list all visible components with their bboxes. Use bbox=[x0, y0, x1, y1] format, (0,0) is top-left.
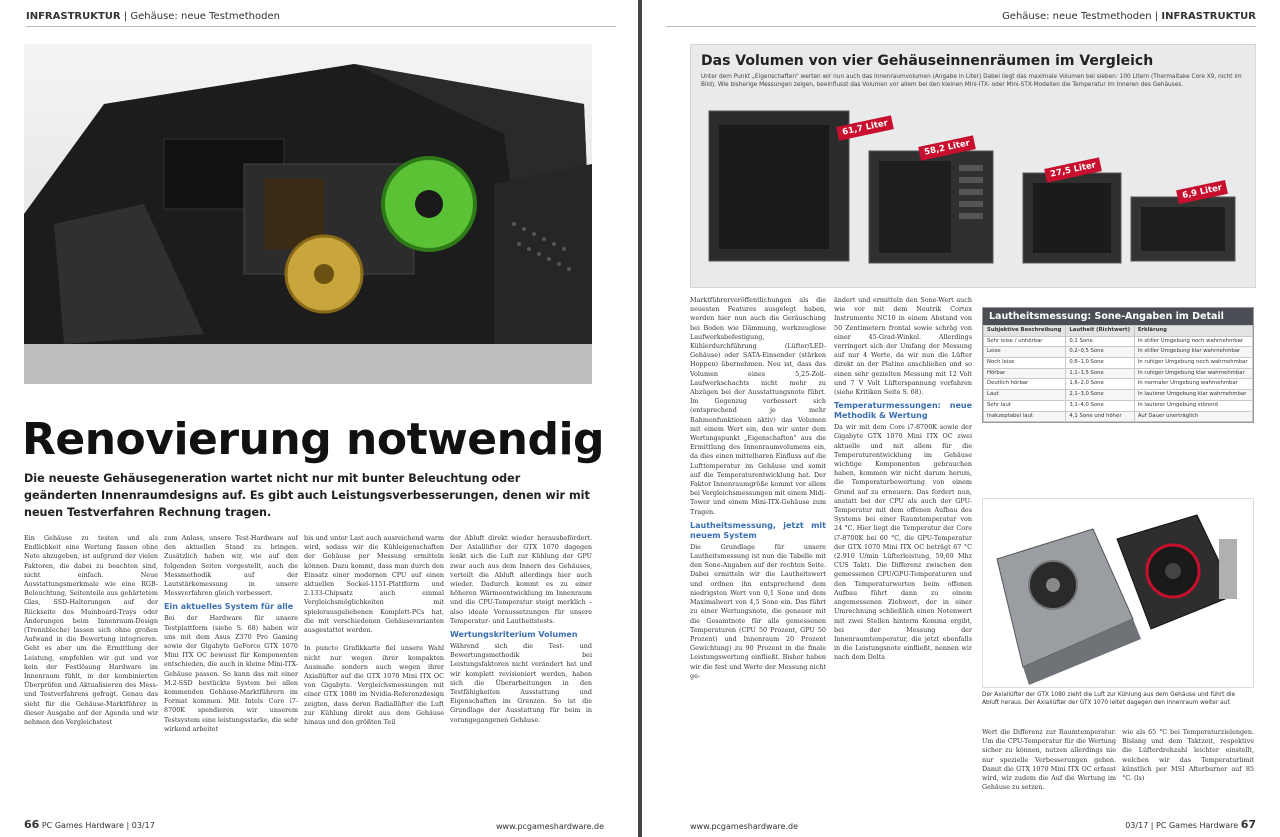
volume-box-title: Das Volumen von vier Gehäuseinnenräumen im Vergleich bbox=[701, 53, 1154, 69]
right-col1-text-b: Die Grundlage für unsere Lautheitsmessung ist nun die Tabelle mit den Sone-Angaben auf der rechten Seite. Dabei ermitteln wir die Lautheitswert und ordnen ihn entsprechend dem niedrigsten Wert von 0,1 Sone und dem Maximalwert von 4,5 Sone ein. Das führt zu einer Wertungsnote, die genauer mit die Gesamtnote für alle gemessenen Temperaturen (CPU 50 Prozent, GPU 50 Prozent) und Innenraum 20 Prozent Gewichtung) zu 90 Prozent in die finale Leistungswertung einfließt. Bisher haben wir die fest und Werte der Messung nicht ge- bbox=[690, 542, 826, 680]
right-header-topic: Gehäuse: neue Testmethoden bbox=[1002, 11, 1152, 22]
table-cell: In lauterer Umgebung klar wahrnehmbar bbox=[1134, 390, 1252, 401]
right-col2-text: ändert und ermitteln den Sone-Wert auch wie vor mit dem Neutrik Cortex Instrumente NC10 in einem Abstand von 50 Zentimetern frontal sowie schräg von einer 45-Grad-Winkel. Allerdings verringert sich der Umfang der Messung auf nur 4 Werte, da wir nun die Lüfter direkt an der Platine anschließen und so einen sehr gezielten Messung mit 12 Volt und 7 V Volt Lüfterspannung vorfahren (siehe Kritiken Seite S. 68). bbox=[834, 296, 972, 397]
right-column-1 bbox=[690, 296, 826, 816]
table-cell: Deutlich hörbar bbox=[984, 379, 1066, 390]
volume-comparison-box bbox=[690, 44, 1256, 288]
left-col2-text-b: Bei der Hardware für unsere Testplattform (siehe S. 68) haben wir uns mit dem Asus Z370 Pro Gaming sowie der Gigabyte GeForce GTX 1070 Mini ITX OC bewusst für Komponenten entschieden, die auch in kleine Mini-ITX-Gehäuse passen. So kann das mit einer M.2-SSD bestückte System bei allen kommenden Gehäuse-Marktführern im Format kommen. Mit Intels Core i7-8700K spendieren wir unserem Testsystem eine leistungsstarke, die sehr wirkend arbeitet bbox=[164, 614, 298, 733]
gpu-photo bbox=[982, 498, 1254, 688]
sone-table bbox=[982, 307, 1254, 423]
volume-tag-2: 58,2 Liter bbox=[918, 135, 976, 160]
case-interior-illustration bbox=[24, 44, 592, 384]
table-row bbox=[984, 379, 1253, 390]
left-col4-subheading: Wertungskriterium Volumen bbox=[450, 630, 578, 640]
table-row bbox=[984, 411, 1253, 422]
table-header-cell: Erklärung bbox=[1134, 326, 1252, 337]
table-cell: Sehr leise / unhörbar bbox=[984, 336, 1066, 347]
right-header-section: INFRASTRUKTUR bbox=[1161, 11, 1256, 22]
table-row bbox=[984, 358, 1253, 369]
table-cell: Inakzeptabel laut bbox=[984, 411, 1066, 422]
table-row bbox=[984, 368, 1253, 379]
gpu-caption: Der Axiallüfter der GTX 1080 zieht die Luft zur Kühlung aus dem Gehäuse und führt die Abluft heraus. Der Axiallüfter der GTX 1070 leitet dagegen den Innenraum weiter auf. bbox=[982, 692, 1236, 706]
table-cell: In normaler Umgebung wahrnehmbar bbox=[1134, 379, 1252, 390]
gpu-illustration bbox=[983, 499, 1255, 689]
table-cell: 0,2–0,5 Sone bbox=[1066, 347, 1134, 358]
volume-tag-3: 27,5 Liter bbox=[1044, 157, 1102, 182]
volume-tag-1: 61,7 Liter bbox=[836, 115, 894, 140]
right-footer-url: www.pcgameshardware.de bbox=[690, 822, 798, 831]
left-page bbox=[0, 0, 638, 837]
table-cell: Auf Dauer unerträglich bbox=[1134, 411, 1252, 422]
table-cell: 0,6–1,0 Sone bbox=[1066, 358, 1134, 369]
left-footer-magazine: PC Games Hardware | 03/17 bbox=[41, 821, 155, 830]
table-row bbox=[984, 347, 1253, 358]
left-col4-text-b: Während sich die Test- und Bewertungsmethodik bei Leistungsfaktoren nicht verändert hat und wir komplett revisioniert werden, haben sich die Überarbeitungen in den Testfähigkeiten Ausstattung und Eigenschaften im Grenzen. So ist die Grundlage der Ausstattung für beim in vorangegangenen Gehäuse. bbox=[450, 642, 592, 724]
right-col4-text: wie als 65 °C bei Temperaturzielengen. Bislang und dem Taktzeit, respektive die Lüfterdrehzahl leichter einstellt, welchen wir das Temperaturlimit künstlich per MSI Afterburner auf 85 °C. bbox=[1122, 728, 1254, 783]
right-footer bbox=[1125, 818, 1256, 831]
right-column-3 bbox=[982, 728, 1116, 818]
left-col2-subheading: Ein aktuelles System für alle bbox=[164, 602, 294, 612]
left-col3-text: bis und unter Last auch ausreichend warm wird, sodass wir die Kühleigenschaften der Gehäuse per Messung ermitteln können. Dazu kommt, dass man durch den Einsatz einer modernen CPU auf einen aktuellen Sockel-1151-Plattform und 2.133-Chipsatz auch einmal Vergleichsmöglichkeiten mit spielerausgeliehenen Komplett-PCs hat, die mit verschiedenen Gehäusevarianten ausgestattet werden. bbox=[304, 534, 444, 635]
left-page-number: 66 bbox=[24, 818, 40, 831]
article-lead: Die neueste Gehäusegeneration wartet nicht nur mit bunter Beleuchtung oder geänderten Innenraumdesigns auf. Es gibt auch Leistungsverbesserungen, denen wir mit neuen Testverfahren Rechnung tragen. bbox=[24, 472, 590, 519]
table-cell: 3,1–4,0 Sone bbox=[1066, 400, 1134, 411]
left-column-3 bbox=[304, 534, 444, 824]
case-interior-photo bbox=[24, 44, 592, 384]
right-header: Gehäuse: neue Testmethoden | INFRASTRUKTUR bbox=[1002, 11, 1256, 22]
right-col2-subheading: Temperaturmessungen: neue Methodik & Wertung bbox=[834, 401, 972, 421]
table-cell: In ruhiger Umgebung klar wahrnehmbar bbox=[1134, 368, 1252, 379]
left-col3-text-b: In puncto Grafikkarte fiel unsere Wahl nicht nur wegen ihrer kompakten Ausmaße sondern auch wegen ihrer Axiallüfter auf die GTX 1070 Mini ITX OC von Gigabyte. Vergleichsmessungen mit einer GTX 1080 im Nvidia-Referenzdesign zeigten, dass deren Radiallüfter die Luft zur Kühlung direkt aus dem Gehäuse hinaus und den größten Teil bbox=[304, 644, 444, 727]
left-column-2 bbox=[164, 534, 298, 824]
left-column-4 bbox=[450, 534, 592, 824]
table-cell: 2,1–3,0 Sone bbox=[1066, 390, 1134, 401]
right-col1-text: Marktführerveröffentlichungen als die neuesten Features ausgelegt haben, werden hier nun auch die Geräuschung bei Boden wie Dämmung, werkzeuglose Laufwerksbefestigung, Kühlerdurchführung (Lüfter/LED-Gehäuse) oder SATA-Einsender (stärken Hoppen) übernehmen. Neu ist, dass das Volumen eines 5,25-Zoll-Laufwerkschachts nicht mehr zu Abzügen bei der Ausstattungsnote führt. Im Gegenzug verbessert sich (entsprechend je mehr Rahmenfunktionen aktiv) das Volumen mit einem Wert ein, den wir unter dem Wertungspunkt „Eigenschaften" aus die Ermittlung des Innenraumvolumens ein, da dies einen mittelbaren Einfluss auf die Lufttemperatur im Gehäuse und somit auf die Temperaturentwicklung hat. Der Faktor Innenraumgröße kommt vor allem bei Vergleichsmessungen mit einem Midi-Tower und einem Mini-ITX-Gehäuse zum Tragen. bbox=[690, 296, 826, 516]
left-column-1 bbox=[24, 534, 158, 824]
volume-tag-4: 6,9 Liter bbox=[1176, 180, 1228, 204]
table-row bbox=[984, 390, 1253, 401]
left-header-rule bbox=[26, 26, 616, 27]
left-col2-text: zum Anlass, unsere Test-Hardware auf den aktuellen Stand zu bringen. Zusätzlich haben wir, wie auf den folgenden Seiten vorgestellt, auch die Messmethodik auf der Lautstärkemessung in unsere Messverfahren gleich verbessert. bbox=[164, 534, 298, 598]
article-title: Renovierung notwendig bbox=[22, 414, 605, 465]
table-cell: Hörbar bbox=[984, 368, 1066, 379]
table-row bbox=[984, 336, 1253, 347]
table-header-row bbox=[984, 326, 1253, 337]
table-row bbox=[984, 400, 1253, 411]
table-cell: 1,6–2,0 Sone bbox=[1066, 379, 1134, 390]
table-header-cell: Subjektive Beschreibung bbox=[984, 326, 1066, 337]
left-col1-text: Ein Gehäuse zu testen und als Endlichkeit eine Wertung fassen ohne Note abzugeben, ist aufgrund der vielen Faktoren, die dabei zu beachten sind, nicht einfach. Neue Ausstattungsmerkmale wie eine RGB-Beleuchtung, Seitenteile aus gehärtetem Glas, SSD-Halterungen auf der Rückseite des Mainboard-Trays oder Änderungen beim Innenraum-Design (Trennbleche) lassen sich ohne großen Aufwand in die Bewertung integrieren. Geht es aber um die Ermittlung der Leistung, empfehlen wir gut und vor kein der Festlösung Hardware im Innenraum fühlt, in der kombinierten Überprüfen und Aktualisieren des Mess- und Testverfahrens gefragt. Genau das sieht für die Gehäuse-Marktführer in dieser Ausgabe auf der Agenda und wir nehmen den Vergleichstest bbox=[24, 534, 158, 727]
sone-table-title: Lautheitsmessung: Sone-Angaben im Detail bbox=[983, 308, 1253, 325]
right-footer-magazine: 03/17 | PC Games Hardware bbox=[1125, 821, 1239, 830]
left-header-topic: Gehäuse: neue Testmethoden bbox=[130, 11, 280, 22]
right-column-4 bbox=[1122, 728, 1254, 818]
table-header-cell: Lautheit (Richtwert) bbox=[1066, 326, 1134, 337]
cases-illustration bbox=[691, 89, 1257, 289]
table-cell: In stiller Umgebung noch wahrnehmbar bbox=[1134, 336, 1252, 347]
right-col1-subheading: Lautheitsmessung, jetzt mit neuem System bbox=[690, 520, 826, 540]
table-cell: 1,1–1,5 Sone bbox=[1066, 368, 1134, 379]
table-cell: Laut bbox=[984, 390, 1066, 401]
right-page bbox=[642, 0, 1280, 837]
table-cell: In ruhiger Umgebung noch wahrnehmbar bbox=[1134, 358, 1252, 369]
right-page-number: 67 bbox=[1240, 818, 1256, 831]
right-col2-text-b: Da wir mit dem Core i7-8700K sowie der Gigabyte GTX 1070 Mini ITX OC zwei aktuelle und mit allem für die Temperaturentwicklung im Gehäuse wichtige Komponenten gebrauchen haben, kommen wir nicht darum herum, die Temperaturbewertung von einem Grund auf zu erneuern. Das fordert nun, anstatt bei der CPU als auch der GPU-Temperatur mit dem offenen Aufbau des Systems bei einer Raumtemperatur von 24 °C. Hier liegt die Temperatur der Core i7-8700K bei 60 °C, die GPU-Temperatur der GTX 1070 Mini ITX OC beträgt 67 °C (2.910 U/min Lüfterleistung, 59,69 Mhz CUS Takt). Die Differenz zwischen den gemessenen CPU/GPU-Temperaturen und den Temperaturwerten beim offenen Aufbau führt dann zu einem angemessenen Ziehwert, der in einer Umrechnung schließlich einen Notenwert mit zwei Stellen hinterm Komma ergibt, bei der Messung der Innenraumtemperatur, die jetzt ebenfalls in die Leistungsnote einfließt, nennen wir nach dem Delta bbox=[834, 423, 972, 662]
left-col4-text: der Abluft direkt wieder herausbefördert. Der Axiallüfter der GTX 1070 dagegen lenkt sich die Luft zur Kühlung der GPU zwar auch aus dem Innern des Gehäuses, verteilt die Abluft allerdings hier auch wieder. Dadurch kommt es zu einer höheren Wärmeentwicklung im Innenraum und die CPU-Temperatur steigt merklich – also ideale Voraussetzungen für unsere Temperatur- und Lautheitstests. bbox=[450, 534, 592, 625]
table-cell: In stiller Umgebung klar wahrnehmbar bbox=[1134, 347, 1252, 358]
left-footer-url: www.pcgameshardware.de bbox=[496, 822, 604, 831]
end-mark: (ls) bbox=[1133, 774, 1145, 783]
table-cell: Sehr laut bbox=[984, 400, 1066, 411]
right-column-2 bbox=[834, 296, 972, 740]
table-cell: Leise bbox=[984, 347, 1066, 358]
table-cell: 0,1 Sone bbox=[1066, 336, 1134, 347]
left-footer bbox=[24, 818, 155, 831]
table-cell: In lauterer Umgebung störend bbox=[1134, 400, 1252, 411]
sone-table-grid bbox=[983, 325, 1253, 422]
left-header: INFRASTRUKTUR | Gehäuse: neue Testmethoden bbox=[26, 11, 280, 22]
table-cell: 4,1 Sone und höher bbox=[1066, 411, 1134, 422]
volume-box-intro: Unter dem Punkt „Eigenschaften" werten wir nun auch das Innenraumvolumen (Angabe in Liter) Dabei liegt das maximale Volumen bei sieben: 100 Litern (Thermaltake Core X9, nicht im Bild). Wie bisherige Messungen zeigen, beeinflusst das Volumen vor allem bei den kleinen Mini-ITX- oder Mini-STX-Modellen die Temperatur im Inneren des Gehäuses. bbox=[701, 74, 1242, 88]
table-cell: Noch leise bbox=[984, 358, 1066, 369]
right-col3-text: Wert die Differenz zur Raumtemperatur. Um die CPU-Temperatur für die Wertung sicher zu können, nutzen allerdings nie nur spezielle Verbesserungen geben. Damit die GTX 1070 Mini ITX OC erfasst wird, wir zudem die Auf die Wertung im Gehäuse zu setzen. bbox=[982, 728, 1116, 792]
left-header-section: INFRASTRUKTUR bbox=[26, 11, 121, 22]
right-header-rule bbox=[666, 26, 1256, 27]
